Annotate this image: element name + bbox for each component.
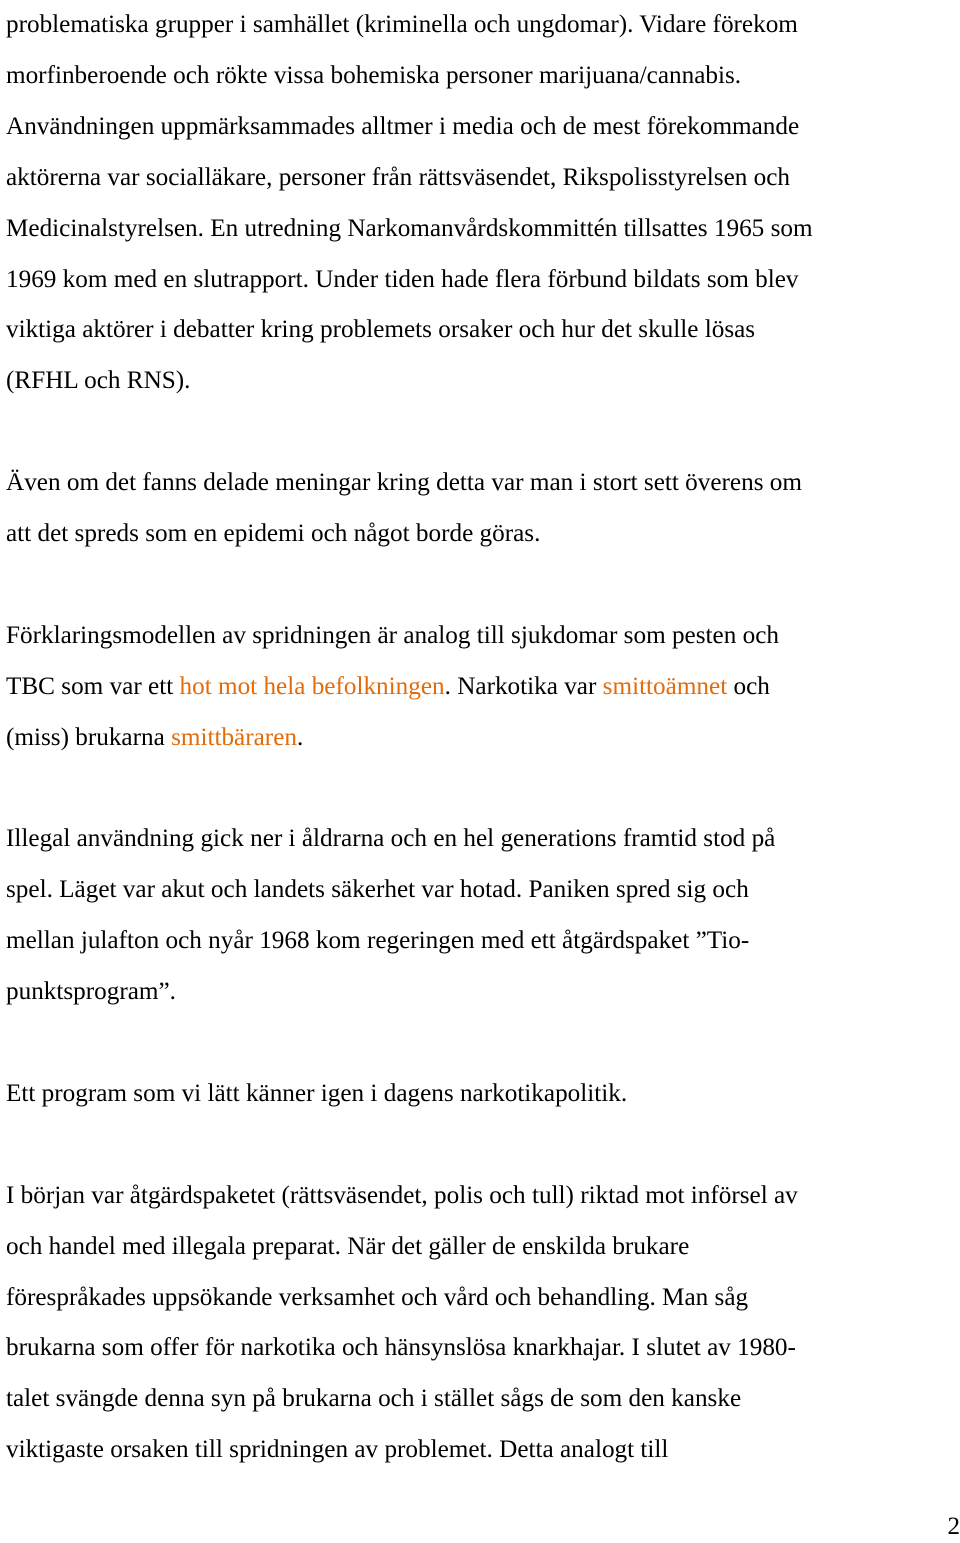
highlighted-phrase: smittbäraren xyxy=(171,723,297,751)
text-line: förespråkades uppsökande verksamhet och vård och behandling. Man såg xyxy=(6,1283,749,1311)
page-number: 2 xyxy=(947,1513,960,1540)
text-line: Ett program som vi lätt känner igen i dagens narkotikapolitik. xyxy=(6,1079,628,1107)
paragraph-history xyxy=(6,0,946,407)
text-line: I början var åtgärdspaketet (rättsväsendet, polis och tull) riktad mot införsel av xyxy=(6,1181,798,1209)
text-line: mellan julafton och nyår 1968 kom regeringen med ett åtgärdspaket ”Tio- xyxy=(6,927,750,955)
highlighted-phrase: hot mot hela befolkningen xyxy=(179,672,445,700)
text-segment: TBC som var ett xyxy=(6,672,180,700)
text-line: Illegal användning gick ner i åldrarna och en hel generations framtid stod på xyxy=(6,825,776,853)
text-line: problematiska grupper i samhället (kriminella och ungdomar). Vidare förekom xyxy=(6,11,798,38)
text-segment: (miss) brukarna xyxy=(6,723,172,751)
paragraph-epidemic xyxy=(6,458,946,560)
text-segment: och xyxy=(727,672,770,700)
text-line: Medicinalstyrelsen. En utredning Narkomanvårdskommittén tillsattes 1965 som xyxy=(6,214,813,242)
document-page xyxy=(6,0,946,1527)
text-line: punktsprogram”. xyxy=(6,978,176,1006)
text-line: viktiga aktörer i debatter kring problemets orsaker och hur det skulle lösas xyxy=(6,316,756,344)
text-line: 1969 kom med en slutrapport. Under tiden hade flera förbund bildats som blev xyxy=(6,265,799,293)
text-line: aktörerna var socialläkare, personer från rättsväsendet, Rikspolisstyrelsen och xyxy=(6,163,791,191)
text-segment: . Narkotika var xyxy=(444,672,603,700)
text-line: viktigaste orsaken till spridningen av problemet. Detta analogt till xyxy=(6,1436,669,1464)
paragraph-explanation-model xyxy=(6,611,946,764)
highlighted-phrase: smittoämnet xyxy=(602,672,728,700)
text-line: Användningen uppmärksammades alltmer i media och de mest förekommande xyxy=(6,112,800,140)
text-line: morfinberoende och rökte vissa bohemiska personer marijuana/cannabis. xyxy=(6,61,742,89)
text-line: och handel med illegala preparat. När det gäller de enskilda brukare xyxy=(6,1232,690,1260)
paragraph-current-policy xyxy=(6,1069,946,1120)
text-line: Förklaringsmodellen av spridningen är analog till sjukdomar som pesten och xyxy=(6,621,779,649)
paragraph-ten-point-program xyxy=(6,814,946,1018)
text-line: (RFHL och RNS). xyxy=(6,367,191,395)
paragraph-measures xyxy=(6,1171,946,1476)
text-line: talet svängde denna syn på brukarna och i stället sågs de som den kanske xyxy=(6,1385,742,1413)
text-line: brukarna som offer för narkotika och hänsynslösa knarkhajar. I slutet av 1980- xyxy=(6,1334,796,1362)
text-line: spel. Läget var akut och landets säkerhet var hotad. Paniken spred sig och xyxy=(6,876,749,904)
text-line: Även om det fanns delade meningar kring detta var man i stort sett överens om xyxy=(6,469,802,497)
text-segment: . xyxy=(296,723,304,751)
text-line: att det spreds som en epidemi och något borde göras. xyxy=(6,520,541,548)
